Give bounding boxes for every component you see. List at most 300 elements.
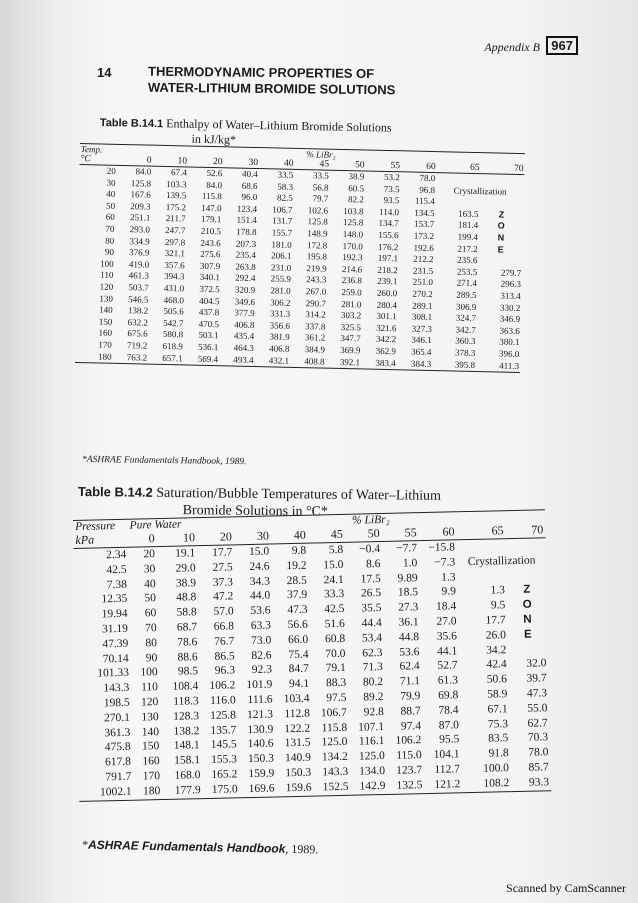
table-cell: 37.3	[212, 575, 234, 589]
table-cell: 406.8	[269, 343, 290, 354]
table-cell: 130.9	[247, 723, 274, 736]
table-cell: 26.0	[485, 628, 507, 642]
crystallization-label: Crystallization	[467, 554, 536, 568]
section-title-line2: WATER-LITHIUM BROMIDE SOLUTIONS	[147, 79, 396, 98]
table-cell	[506, 568, 546, 584]
table-cell: 280.4	[376, 299, 398, 310]
section-number: 14	[97, 65, 112, 80]
row-key-cell: 42.5	[106, 563, 127, 577]
table-cell: 52.6	[206, 167, 223, 179]
zone-letter: O	[522, 598, 532, 612]
row-key-cell: 361.3	[104, 726, 131, 739]
crystallization-label: Crystallization	[453, 185, 507, 197]
zone-letter: E	[523, 628, 532, 641]
table-cell: 313.4	[500, 290, 521, 301]
table-cell: 155.3	[210, 753, 238, 767]
table-cell: 96.0	[241, 191, 258, 203]
table-cell: 324.7	[455, 312, 477, 324]
table-cell: 79.7	[312, 193, 329, 204]
table-cell: 50.6	[486, 673, 508, 686]
column-header: 0	[117, 155, 153, 166]
table-cell: 96.8	[419, 184, 436, 195]
table-cell: 365.4	[411, 346, 432, 357]
table-cell: 50	[144, 592, 157, 605]
table-cell: 239.1	[377, 276, 398, 287]
table-cell: 1.3	[490, 584, 506, 597]
zone-letter: Z	[523, 584, 531, 597]
table-cell: 88.7	[400, 704, 421, 718]
column-header: 45	[308, 527, 345, 543]
table-cell: 66.0	[287, 633, 309, 646]
column-header: 10	[152, 156, 188, 167]
row-key-cell: 475.8	[104, 741, 131, 754]
table-cell: 142.9	[350, 779, 387, 795]
table-cell: 763.2	[112, 351, 148, 364]
table-cell: 78.6	[177, 635, 198, 649]
table-cell: 267.0	[305, 286, 327, 297]
appendix-label: Appendix B	[484, 40, 540, 54]
table-cell: 27.0	[436, 615, 457, 628]
table-cell: 125.8	[342, 217, 364, 228]
row-key-cell: 31.19	[101, 622, 129, 636]
table-cell: 115.8	[201, 190, 222, 202]
table-cell: 468.0	[163, 294, 185, 305]
table-cell: 9.5	[490, 599, 506, 612]
table-cell: 62.7	[527, 716, 548, 730]
row-key-cell: 791.7	[105, 770, 132, 784]
table-cell: 138.2	[127, 305, 149, 316]
table-cell: 297.8	[164, 236, 186, 247]
table-cell: 408.8	[290, 355, 326, 368]
table-cell: 165.2	[211, 768, 238, 781]
table-cell: 134.5	[414, 207, 435, 218]
table-cell: 106.7	[320, 706, 347, 720]
table-cell: 34.3	[249, 575, 271, 588]
table-cell	[457, 569, 506, 585]
row-key-cell: 130	[99, 293, 114, 304]
table-cell: 125.8	[209, 709, 237, 722]
table-cell: 106.2	[395, 734, 422, 748]
table-cell: 307.9	[199, 260, 221, 271]
table-cell: 27.3	[398, 601, 419, 614]
table-cell: 44.8	[398, 630, 420, 644]
table-cell: 217.2	[457, 243, 478, 254]
row-key-cell: 140	[99, 304, 113, 315]
table-cell	[457, 539, 506, 555]
table-cell: 349.6	[234, 296, 256, 307]
table-cell: 88.6	[177, 650, 198, 664]
table-cell: 9.89	[397, 571, 418, 585]
zone-letter: E	[497, 244, 504, 255]
table-cell: 279.7	[500, 267, 522, 278]
table-cell: 334.9	[129, 235, 150, 247]
table-cell: 140.9	[284, 751, 312, 765]
table-cell: 125.0	[321, 736, 348, 749]
table-cell: 73.0	[250, 634, 272, 647]
table-cell: 101.9	[246, 678, 273, 692]
table-cell: 394.3	[164, 271, 185, 282]
column-header: 50	[330, 160, 366, 171]
row-key-cell: 70.14	[102, 652, 129, 665]
table-cell: 125.8	[307, 216, 328, 228]
row-key-cell: 7.38	[106, 578, 128, 591]
table-cell: 82.5	[276, 192, 293, 204]
pure-water-header: Pure Water	[127, 518, 196, 532]
table-cell: 93.3	[511, 775, 551, 791]
table2-caption-line1: Saturation/Bubble Temperatures of Water–Lithium	[156, 485, 442, 504]
table-cell: 84.0	[206, 179, 223, 190]
table-cell: 58.3	[277, 181, 294, 192]
table-cell: 139.5	[165, 190, 187, 201]
column-header: 40	[271, 528, 308, 544]
row-key-cell: 110	[100, 269, 114, 281]
table-cell: 632.2	[127, 316, 149, 328]
table-cell: 173.2	[413, 230, 435, 242]
table-cell: −7.7	[396, 542, 418, 555]
table-cell: 493.4	[219, 354, 255, 367]
table-cell: 542.7	[163, 317, 184, 329]
table-cell: 546.5	[128, 293, 149, 305]
table-cell: 24.6	[249, 560, 270, 573]
row-key-cell: 120	[99, 281, 114, 292]
row-key-cell: 80	[105, 235, 115, 246]
table-cell: 62.3	[362, 646, 383, 660]
table1-container	[75, 143, 530, 373]
table-cell: 435.4	[233, 330, 255, 342]
table-cell	[480, 174, 524, 187]
column-header: 50	[345, 526, 382, 542]
table-cell: 35.6	[436, 630, 458, 643]
table-cell: 337.8	[305, 320, 326, 332]
table-cell: 128.3	[173, 709, 200, 723]
table-cell: 91.8	[488, 747, 509, 760]
table-cell: 125.8	[130, 177, 152, 189]
table-cell: 79.9	[400, 690, 421, 703]
table-cell: 130	[141, 710, 159, 724]
table-cell: 180	[133, 784, 162, 800]
table-cell: 44.0	[249, 589, 271, 603]
table-cell: −7.3	[434, 556, 456, 569]
table-cell: 569.4	[183, 353, 219, 366]
column-header: 65	[456, 523, 505, 540]
table-cell: 331.3	[269, 308, 291, 319]
table-cell: 75.3	[487, 717, 509, 731]
column-header: 55	[382, 525, 419, 541]
row-key-cell: 20	[106, 165, 116, 176]
table-cell: 131.7	[271, 215, 293, 227]
table-cell: 75.4	[288, 648, 309, 661]
table-cell: 34.2	[486, 643, 507, 657]
table-cell: 118.3	[173, 695, 199, 708]
scanner-watermark: Scanned by CamScanner	[506, 881, 626, 895]
table-cell: 271.4	[456, 277, 477, 289]
table-cell: 381.9	[269, 331, 290, 343]
table-cell: 657.1	[148, 352, 184, 365]
table-cell: 18.4	[435, 600, 457, 613]
row-key-cell: 617.8	[104, 755, 132, 769]
row-key-cell: 90	[104, 246, 115, 257]
column-header: 20	[197, 529, 234, 545]
row-key-cell: 19.94	[101, 607, 128, 621]
table-cell: 170.0	[342, 240, 363, 252]
table-cell: 290.7	[305, 297, 327, 309]
table-cell: 292.4	[235, 272, 256, 284]
table-cell: 47.2	[213, 590, 234, 604]
table-cell: 70	[145, 622, 157, 635]
table-cell: 94.1	[288, 677, 310, 691]
table-cell: 148.0	[342, 228, 364, 240]
table-cell: 362.9	[375, 345, 397, 357]
table-cell: 125.0	[358, 750, 385, 763]
table-cell: 347.7	[340, 333, 361, 344]
table-cell: 432.1	[254, 355, 290, 368]
table-cell: 303.2	[340, 310, 362, 321]
table1-caption-line2: in kJ/kg*	[191, 131, 237, 147]
table-cell: 342.7	[455, 324, 476, 335]
table-cell: 192.3	[342, 252, 363, 263]
table-cell: 212.2	[413, 253, 434, 265]
table1-caption-line1: Enthalpy of Water–Lithium Bromide Solutions	[166, 116, 392, 135]
table-cell: 87.0	[438, 718, 460, 732]
table-cell: 293.0	[129, 224, 151, 235]
row-key-cell: 2.34	[106, 548, 127, 562]
table-cell: 396.0	[498, 348, 520, 359]
table-cell: 103.4	[283, 692, 310, 706]
table-cell: 44.1	[436, 644, 458, 658]
table-cell: 143.3	[322, 765, 349, 779]
table-cell: 131.5	[284, 737, 311, 750]
row-key-cell: 50	[105, 200, 116, 211]
column-header: 70	[505, 522, 545, 538]
table-cell: 38.9	[175, 576, 197, 590]
table-cell: 53.2	[383, 171, 400, 183]
table-cell: 580.8	[162, 329, 184, 340]
row-key-cell: 100	[100, 258, 114, 269]
row-key-cell: 101.33	[97, 667, 130, 680]
table-cell: 263.8	[235, 261, 256, 272]
table-cell: 47.3	[526, 687, 548, 700]
table-cell: 175.2	[165, 201, 187, 213]
table-cell: 536.1	[198, 341, 219, 353]
table-cell: 60.5	[348, 182, 365, 194]
table-cell: 83.5	[488, 732, 509, 745]
table-cell: 55.0	[527, 702, 548, 715]
table-cell: 437.8	[198, 306, 220, 318]
column-header: 60	[418, 524, 456, 540]
table-cell: 110	[141, 681, 159, 694]
table-cell: 259.0	[341, 286, 362, 298]
table-cell: 231.0	[270, 262, 292, 273]
table-cell: 62.4	[399, 660, 420, 674]
table-cell: 115.4	[414, 195, 435, 207]
table-cell: 308.1	[411, 311, 433, 323]
table-cell: 19.1	[175, 547, 196, 560]
table-cell: 145.5	[210, 738, 237, 752]
table-cell: 68.7	[176, 621, 198, 634]
table-cell: 325.5	[340, 321, 362, 333]
table-cell: 33.3	[323, 588, 345, 601]
table-cell: 243.3	[306, 274, 327, 285]
table-cell: 209.3	[130, 200, 151, 212]
table-cell: 42.5	[324, 603, 345, 616]
table-cell: 159.6	[276, 780, 313, 796]
table-cell: 106.7	[272, 204, 293, 215]
column-header: 30	[234, 529, 271, 545]
table-cell: 153.7	[413, 218, 435, 230]
table-cell: 181.4	[457, 219, 479, 231]
table-cell: 27.5	[212, 561, 233, 574]
table-cell: −0.4	[359, 543, 381, 556]
row-key-cell: 143.3	[103, 681, 130, 695]
table-cell: 111.6	[247, 693, 273, 707]
table-cell: 58.9	[487, 688, 508, 701]
table-cell: 20	[143, 548, 156, 561]
table-cell: 134.2	[321, 750, 348, 764]
table-cell: 675.6	[127, 328, 148, 339]
table-cell: 93.5	[383, 195, 400, 206]
table-cell: 289.5	[456, 289, 477, 300]
column-header: 45	[294, 159, 330, 170]
table-cell: 281.0	[270, 285, 291, 296]
table-cell: 53.6	[399, 645, 420, 659]
table-cell: 167.6	[130, 189, 151, 200]
table-cell: 15.0	[323, 558, 344, 572]
pressure-header: Pressure	[73, 519, 128, 533]
table-cell: 147.0	[201, 202, 222, 214]
table-cell: 106.2	[209, 679, 236, 693]
table-cell: 306.9	[456, 301, 477, 312]
table-cell: 275.6	[200, 248, 221, 260]
table-cell: 103.8	[343, 205, 364, 217]
table-cell: 377.9	[234, 307, 255, 319]
table-cell: 40.4	[241, 168, 258, 180]
table-cell: 321.6	[376, 322, 397, 333]
table-cell: 218.2	[377, 264, 398, 275]
table-cell: 296.3	[500, 278, 522, 290]
table-cell: 56.6	[287, 618, 308, 632]
table-cell: 73.5	[383, 183, 400, 194]
table-cell: 107.1	[358, 720, 385, 734]
table-cell: 372.5	[199, 283, 220, 295]
table-cell: 361.2	[304, 332, 326, 343]
table-cell: 69.8	[437, 689, 459, 702]
footnote-year: , 1989.	[285, 841, 319, 857]
table-cell: 116.0	[210, 694, 236, 707]
table-cell: 340.1	[199, 272, 221, 283]
table-cell: 115.0	[396, 749, 422, 762]
table-cell: 369.9	[340, 344, 361, 356]
table-cell: 330.2	[500, 302, 521, 313]
table-cell: 179.1	[200, 214, 222, 225]
table-cell: 84.0	[135, 166, 152, 177]
table2-caption-line2: Bromide Solutions in °C*	[182, 503, 329, 520]
table-cell: 121.2	[424, 777, 462, 793]
table-cell	[478, 255, 522, 268]
table-cell: 103.3	[166, 178, 187, 190]
table-cell: 8.6	[365, 557, 381, 571]
table-cell: 57.0	[213, 605, 234, 619]
table-cell: 112.7	[434, 763, 461, 776]
table-cell: 60.8	[324, 632, 346, 646]
table-cell: 177.9	[162, 783, 203, 799]
table-cell: 78.0	[419, 172, 436, 184]
table-cell: 53.4	[361, 631, 383, 645]
table-cell: 115.8	[321, 721, 348, 734]
table-cell: 320.9	[234, 284, 256, 295]
table-cell: 140.6	[247, 737, 274, 751]
row-key-cell: 47.39	[102, 637, 129, 651]
table-cell: 84.7	[288, 663, 310, 676]
table-cell: 5.8	[328, 543, 344, 557]
row-key-cell: 30	[106, 177, 116, 188]
table-cell: 346.1	[411, 334, 432, 346]
table-cell: 36.1	[398, 616, 419, 629]
table-cell: 197.1	[377, 252, 399, 264]
table-cell: 120	[140, 696, 159, 709]
table-cell: 148.9	[307, 228, 328, 239]
zone-letter: N	[497, 232, 505, 243]
table-cell: 404.5	[199, 295, 220, 306]
table-cell: 42.4	[486, 658, 507, 672]
table-cell: 9.9	[441, 585, 457, 599]
section-title-line1: THERMODYNAMIC PROPERTIES OF	[148, 63, 375, 82]
table-cell: 251.1	[129, 212, 151, 223]
table-cell: 214.6	[341, 263, 363, 275]
table-cell: 1.0	[402, 556, 418, 570]
table-cell: 100.0	[482, 762, 510, 775]
column-header: 20	[188, 156, 224, 167]
table-cell: 503.1	[198, 330, 219, 341]
column-header: 60	[401, 161, 437, 172]
column-header: 0	[128, 531, 157, 547]
table-cell: 247.7	[165, 224, 186, 236]
libr-group-header-2: % LiBr₂	[197, 510, 546, 530]
table-cell: 170	[142, 770, 161, 783]
table-cell: 76.7	[214, 635, 235, 648]
table-cell: 63.3	[250, 619, 272, 632]
table-cell: 92.8	[363, 705, 384, 719]
table-cell: 503.7	[128, 282, 149, 293]
table-cell: 163.5	[458, 208, 479, 219]
table-cell	[508, 642, 548, 658]
row-key-cell: 70	[105, 223, 115, 234]
table-cell: 89.2	[363, 690, 384, 704]
pressure-unit-header: kPa	[73, 532, 128, 549]
table-cell: 132.5	[387, 778, 424, 794]
table-cell: 78.0	[528, 746, 549, 759]
table-cell: 98.5	[177, 665, 199, 679]
table-cell: 108.2	[462, 776, 511, 792]
row-key-cell: 150	[98, 316, 113, 327]
table-cell: 17.7	[485, 614, 506, 627]
table-cell: 108.4	[172, 680, 199, 693]
table-cell: 52.7	[437, 659, 458, 673]
table-cell: 39.7	[526, 672, 547, 685]
table-cell: 159.9	[248, 767, 275, 781]
table-cell: 321.1	[164, 248, 186, 259]
table-cell: 327.3	[411, 323, 433, 334]
table-cell: 116.1	[358, 735, 385, 748]
footnote-asterisk: *	[81, 837, 89, 852]
table-cell: 100	[140, 666, 158, 679]
table-cell: 80	[145, 636, 158, 650]
table-cell: 47.3	[287, 603, 308, 617]
table-cell: 253.5	[456, 266, 478, 277]
table-cell: 95.5	[438, 733, 460, 747]
table-cell: 134.7	[378, 218, 399, 229]
table-cell: 67.1	[487, 702, 508, 716]
table-cell: 148.1	[173, 739, 200, 753]
